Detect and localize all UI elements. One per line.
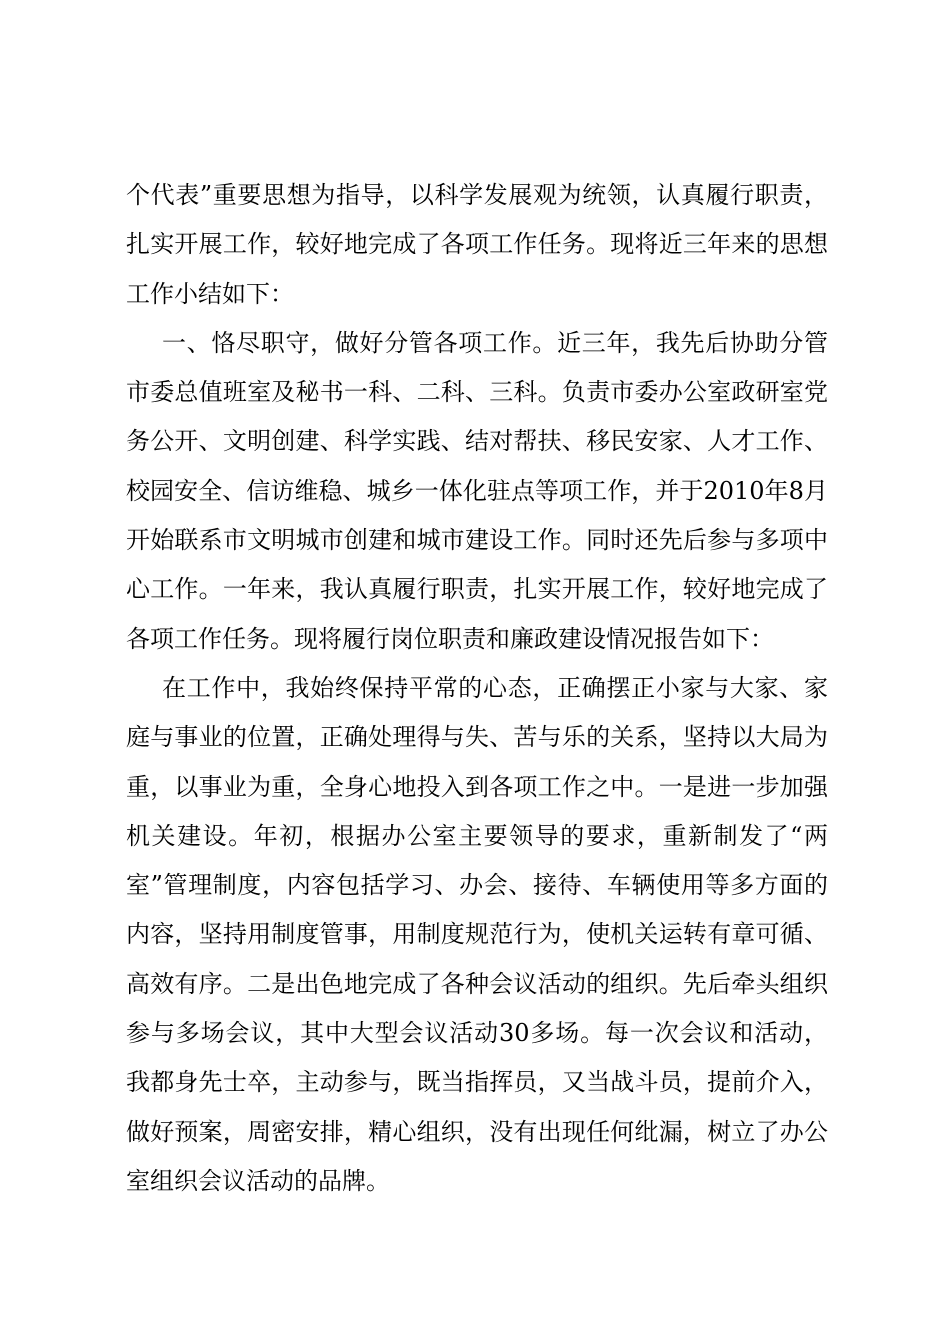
- paragraph-section-one: 一、恪尽职守，做好分管各项工作。近三年，我先后协助分管市委总值班室及秘书一科、二科、三科。负责市委办公室政研室党务公开、文明创建、科学实践、结对帮扶、移民安家、人才工作、校园安全、信访维稳、城乡一体化驻点等项工作，并于2010年8月开始联系市文明城市创建和城市建设工作。同时还先后参与多项中心工作。一年来，我认真履行职责，扎实开展工作，较好地完成了各项工作任务。现将履行岗位职责和廉政建设情况报告如下：: [126, 328, 828, 653]
- document-body: [126, 171, 828, 1206]
- paragraph-intro: 个代表”重要思想为指导，以科学发展观为统领，认真履行职责，扎实开展工作，较好地完成了各项工作任务。现将近三年来的思想工作小结如下：: [126, 181, 828, 308]
- paragraph-work-attitude: 在工作中，我始终保持平常的心态，正确摆正小家与大家、家庭与事业的位置，正确处理得与失、苦与乐的关系，坚持以大局为重，以事业为重，全身心地投入到各项工作之中。一是进一步加强机关建设。年初，根据办公室主要领导的要求，重新制发了“两室”管理制度，内容包括学习、办会、接待、车辆使用等多方面的内容，坚持用制度管事，用制度规范行为，使机关运转有章可循、高效有序。二是出色地完成了各种会议活动的组织。先后牵头组织参与多场会议，其中大型会议活动30多场。每一次会议和活动，我都身先士卒，主动参与，既当指挥员，又当战斗员，提前介入，做好预案，周密安排，精心组织，没有出现任何纰漏，树立了办公室组织会议活动的品牌。: [126, 673, 828, 1195]
